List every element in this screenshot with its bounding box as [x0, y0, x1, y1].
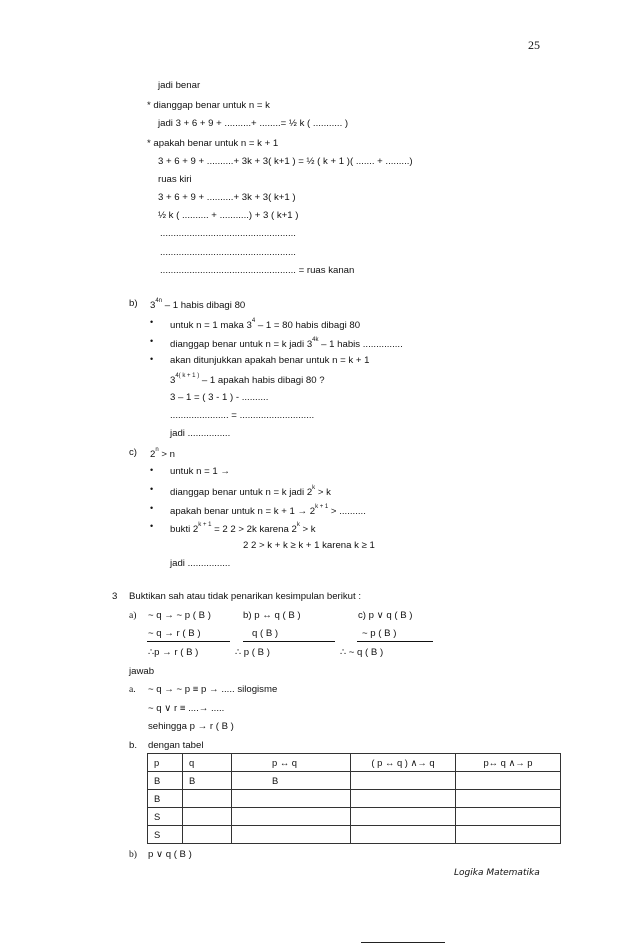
table-cell	[351, 772, 456, 790]
answer-line: dengan tabel	[148, 740, 204, 751]
item-marker: c)	[129, 447, 137, 458]
text-line: ½ k ( .......... + ...........) + 3 ( k+1 )	[158, 210, 299, 221]
dotted-line: ...................................................	[160, 228, 296, 239]
text-line: * apakah benar untuk n = k + 1	[147, 138, 279, 149]
table-row	[148, 772, 561, 790]
table-header-cell: p	[148, 754, 183, 772]
text-line: jadi ................	[170, 558, 231, 569]
table-cell: B	[183, 772, 232, 790]
part-c-title: $2^n > n$	[150, 447, 175, 460]
conclusion-rule	[243, 641, 335, 642]
table-header-cell: ( p ↔ q ) ∧→ q	[351, 754, 456, 772]
text-line: jadi benar	[158, 80, 201, 91]
conclusion-rule	[147, 641, 230, 642]
conclusion-rule	[357, 641, 433, 642]
part-b-title: $3^{4n} - 1$ habis dibagi 80	[150, 298, 246, 311]
table-cell	[456, 772, 561, 790]
text-line: jadi 3 + 6 + 9 + ..........+ ........= ½ k ( ........... )	[158, 118, 349, 129]
bullet-text: apakah benar untuk $n = k + 1 \to 2^{k + 1}$ > ..........	[170, 504, 366, 517]
table-cell	[232, 790, 351, 808]
table-cell	[351, 808, 456, 826]
text-line: ruas kiri	[158, 174, 192, 185]
text-line: $3^{4( k + 1 )} - 1$ apakah habis dibagi 80 ?	[170, 373, 325, 386]
section-number: 3	[112, 591, 118, 602]
footer-title: Logika Matematika	[454, 868, 540, 878]
table-header-cell: q	[183, 754, 232, 772]
bullet-text: bukti $2^{k + 1} = 2$ 2 > 2k karena $2^k > k$	[170, 522, 316, 535]
premise-line: c) p ∨ q ( B )	[358, 610, 413, 621]
bullet-text: untuk n = 1 maka $3^4 - 1 = 80$ habis dibagi 80	[170, 318, 361, 331]
bullet-dot: •	[150, 465, 154, 475]
table-cell	[456, 790, 561, 808]
bullet-dot: •	[150, 317, 154, 327]
table-row	[148, 808, 561, 826]
table-cell	[232, 826, 351, 844]
table-cell	[456, 826, 561, 844]
page-number: 25	[528, 38, 540, 52]
section-heading: Buktikan sah atau tidak penarikan kesimpulan berikut :	[129, 591, 361, 602]
answer-line: ~ q → ~ p ≡ p → ..... silogisme	[148, 684, 278, 695]
answer-line: p ∨ q ( B )	[148, 849, 192, 860]
table-header-cell: p ↔ q	[232, 754, 351, 772]
premise-line: b) p ↔ q ( B )	[243, 610, 301, 621]
table-row	[148, 790, 561, 808]
table-cell: S	[148, 826, 183, 844]
item-marker: a.	[129, 684, 136, 695]
item-marker: b)	[129, 849, 137, 860]
bullet-text: untuk n = 1 →	[170, 466, 230, 477]
table-cell: B	[232, 772, 351, 790]
bullet-dot: •	[150, 354, 154, 364]
table-cell	[183, 826, 232, 844]
table-cell	[232, 808, 351, 826]
table-cell	[183, 808, 232, 826]
dotted-line: ................................................... = ruas kanan	[160, 265, 355, 276]
text-line: 3 – 1 = ( 3 - 1 ) - ..........	[170, 392, 269, 403]
answer-line: sehingga p → r ( B )	[148, 721, 234, 732]
bullet-dot: •	[150, 484, 154, 494]
item-marker: a)	[129, 610, 137, 621]
bullet-dot: •	[150, 503, 154, 513]
premise-line: q ( B )	[252, 628, 279, 639]
text-line: 3 + 6 + 9 + ..........+ 3k + 3( k+1 ) = ½ ( k + 1 )( ....... + .........)	[158, 156, 413, 167]
table-cell	[351, 790, 456, 808]
text-line: 2 2 > k + k ≥ k + 1 karena k ≥ 1	[243, 540, 375, 551]
table-cell	[183, 790, 232, 808]
conclusion-line: ∴p → r ( B )	[148, 647, 199, 658]
premise-line: ~ p ( B )	[362, 628, 397, 639]
item-marker: b.	[129, 740, 138, 751]
item-marker: b)	[129, 298, 138, 309]
truth-table	[147, 753, 561, 844]
table-cell: B	[148, 790, 183, 808]
dotted-line: ...................................................	[160, 247, 296, 258]
table-cell: B	[148, 772, 183, 790]
bullet-dot: •	[150, 521, 154, 531]
bottom-rule	[361, 942, 445, 943]
premise-line: ~ q → ~ p ( B )	[148, 610, 211, 621]
bullet-text: dianggap benar untuk n = k jadi $3^{4k} - 1$ habis ...............	[170, 337, 403, 350]
conclusion-line: ∴ p ( B )	[235, 647, 270, 658]
bullet-text: dianggap benar untuk n = k jadi $2^k > k$	[170, 485, 331, 498]
premise-line: ~ q → r ( B )	[148, 628, 201, 639]
jawab-label: jawab	[129, 666, 155, 677]
text-line: * dianggap benar untuk n = k	[147, 100, 270, 111]
table-header-row	[148, 754, 561, 772]
answer-line: ~ q ∨ r ≡ ....→ .....	[148, 703, 225, 714]
bullet-dot: •	[150, 336, 154, 346]
bullet-text: akan ditunjukkan apakah benar untuk n = k + 1	[170, 355, 370, 366]
table-row	[148, 826, 561, 844]
text-line: 3 + 6 + 9 + ..........+ 3k + 3( k+1 )	[158, 192, 296, 203]
text-line: ...................... = ............................	[170, 410, 315, 421]
text-line: jadi ................	[170, 428, 231, 439]
table-cell	[456, 808, 561, 826]
conclusion-line: ∴ ~ q ( B )	[340, 647, 384, 658]
table-cell: S	[148, 808, 183, 826]
table-header-cell: p↔ q ∧→ p	[456, 754, 561, 772]
table-cell	[351, 826, 456, 844]
